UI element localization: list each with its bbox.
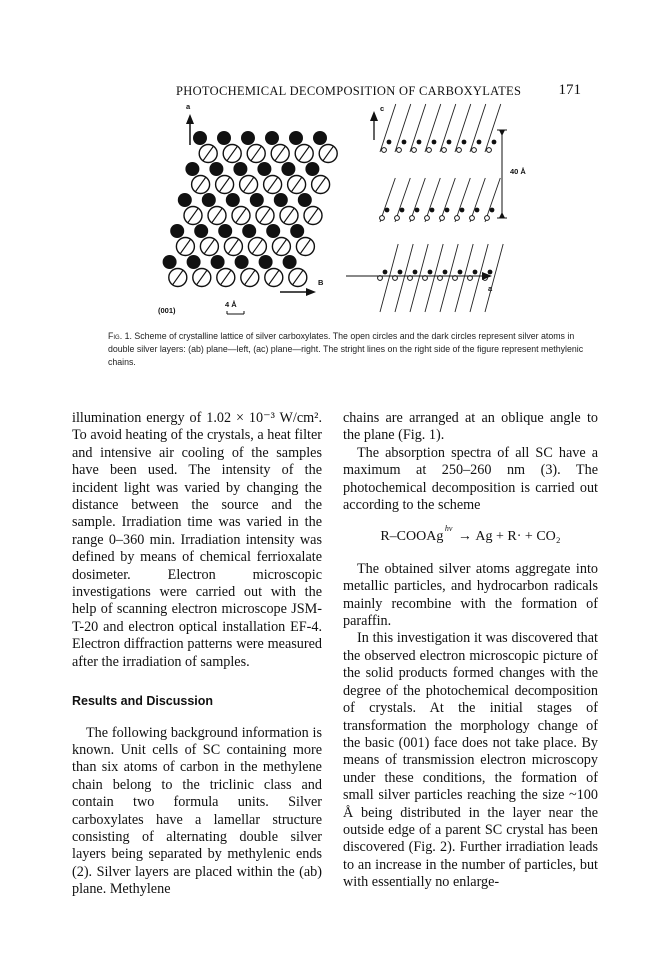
silver-atom-dark — [402, 140, 407, 145]
methylene-chain — [455, 104, 471, 152]
section-heading: Results and Discussion — [72, 694, 214, 709]
equation-reactant: R–COOAg — [380, 529, 444, 545]
silver-atom-dark — [490, 208, 495, 213]
silver-atom-dark — [194, 224, 208, 238]
paragraph: illumination energy of 1.02 × 10⁻³ W/cm². To avoid heating of the crystals, a heat filter and intensive air cooling of the samples have been used. The intensity of the incident light was varied by changing the distance between the source and the sample. Irradiation time was varied in the range 0–360 min. Irradiation intensity was defined by means of chemical ferrioxalate dosimeter. Electron microscopic investigations were carried out with the help of scanning electron microscope JSM-T-20 and electron optical installation EF-4. Electron diffraction patterns were measured after the irradiation of samples. — [72, 410, 322, 670]
silver-atom-dark — [432, 140, 437, 145]
ac-plane-lattice — [378, 104, 504, 312]
silver-atom-dark — [387, 140, 392, 145]
silver-atom-dark — [447, 140, 452, 145]
a-axis-label: a — [186, 102, 191, 111]
figure-caption — [108, 330, 592, 370]
methylene-chain — [425, 104, 441, 152]
paragraph: The absorption spectra of all SC have a maximum at 250–260 nm (3). The photochemical decomposition is carried out according to the scheme — [343, 444, 598, 514]
silver-atom-dark — [298, 193, 312, 207]
silver-atom-dark — [163, 255, 177, 269]
lattice-diagram — [130, 100, 550, 325]
silver-atom-dark — [218, 224, 232, 238]
page-number: 171 — [558, 82, 581, 98]
methylene-chain — [440, 104, 456, 152]
paragraph: The obtained silver atoms aggregate into metallic particles, and hydrocarbon radicals mainly recombine with the formation of paraffin. — [343, 560, 598, 630]
silver-atom-open — [485, 216, 490, 221]
silver-atom-dark — [383, 270, 388, 275]
running-title: PHOTOCHEMICAL DECOMPOSITION OF CARBOXYLATES — [176, 84, 522, 98]
methylene-chain — [485, 104, 501, 152]
face-label: (001) — [158, 306, 176, 315]
reaction-equation — [343, 524, 598, 546]
silver-atom-dark — [266, 224, 280, 238]
silver-atom-dark — [259, 255, 273, 269]
silver-atom-dark — [460, 208, 465, 213]
silver-atom-open — [397, 148, 402, 153]
silver-atom-dark — [250, 193, 264, 207]
silver-atom-open — [487, 148, 492, 153]
silver-atom-dark — [242, 224, 256, 238]
silver-atom-open — [412, 148, 417, 153]
caption-text: Scheme of crystalline lattice of silver carboxylates. The open circles and the dark circles represent silver atoms in double silver layers: (ab) plane—left, (ac) plane—right. The stright lines on the right side of the figure represent methylenic chains. — [108, 331, 584, 368]
silver-atom-dark — [385, 208, 390, 213]
methylene-chain — [410, 104, 426, 152]
silver-atom-dark — [492, 140, 497, 145]
silver-atom-dark — [193, 131, 207, 145]
methylene-chain — [470, 104, 486, 152]
silver-atom-open — [425, 216, 430, 221]
silver-atom-dark — [417, 140, 422, 145]
b-axis-arrowhead — [306, 288, 316, 296]
silver-atom-open — [382, 148, 387, 153]
silver-atom-dark — [257, 162, 271, 176]
silver-atom-open — [455, 216, 460, 221]
silver-atom-dark — [178, 193, 192, 207]
silver-atom-dark — [430, 208, 435, 213]
silver-atom-dark — [305, 162, 319, 176]
scale-label: 4 Å — [225, 300, 237, 309]
paragraph: In this investigation it was discovered that the observed electron microscopic picture of the solid products formed changes with the degree of the photochemical decomposition of crystals. At the initial stages of transformation the morphology change of the basic (001) face does not take place. By means of transmission electron microscopy under these conditions, the formation of small silver particles reaching the size ~100 Å being distributed in the layer near the outside edge of a parent SC crystal has been discovered (Fig. 2). Further irradiation leads to an increase in the number of particles, but with essentially no enlarge- — [343, 630, 598, 891]
silver-atom-dark — [475, 208, 480, 213]
b-axis-label: B — [318, 278, 324, 287]
figure-1 — [130, 100, 550, 325]
left-column — [72, 410, 322, 899]
silver-atom-dark — [185, 162, 199, 176]
a-axis-arrowhead — [186, 114, 194, 124]
silver-atom-dark — [289, 131, 303, 145]
paragraph: chains are arranged at an oblique angle to the plane (Fig. 1). — [343, 410, 598, 444]
silver-atom-dark — [202, 193, 216, 207]
silver-atom-dark — [290, 224, 304, 238]
ab-plane-lattice — [163, 131, 338, 287]
silver-atom-dark — [473, 270, 478, 275]
a-axis-label-right: a — [488, 284, 493, 293]
silver-atom-dark — [443, 270, 448, 275]
silver-atom-dark — [187, 255, 201, 269]
silver-atom-dark — [241, 131, 255, 145]
silver-atom-dark — [458, 270, 463, 275]
silver-atom-dark — [235, 255, 249, 269]
silver-atom-open — [395, 216, 400, 221]
silver-atom-dark — [233, 162, 247, 176]
right-column — [343, 410, 598, 892]
silver-atom-dark — [398, 270, 403, 275]
silver-atom-dark — [413, 270, 418, 275]
silver-atom-dark — [462, 140, 467, 145]
silver-atom-dark — [226, 193, 240, 207]
silver-atom-dark — [488, 270, 493, 275]
silver-atom-dark — [428, 270, 433, 275]
silver-atom-open — [380, 216, 385, 221]
silver-atom-dark — [283, 255, 297, 269]
c-axis-label: c — [380, 104, 385, 113]
silver-atom-dark — [170, 224, 184, 238]
equation-products: → Ag + R· + CO₂ — [457, 529, 561, 545]
silver-atom-dark — [265, 131, 279, 145]
silver-atom-open — [410, 216, 415, 221]
methylene-chain — [395, 104, 411, 152]
equation-hv: hν — [444, 524, 453, 534]
silver-atom-open — [472, 148, 477, 153]
silver-atom-open — [442, 148, 447, 153]
silver-atom-dark — [281, 162, 295, 176]
silver-atom-dark — [274, 193, 288, 207]
silver-atom-dark — [211, 255, 225, 269]
c-axis-arrowhead — [370, 111, 378, 121]
silver-atom-dark — [477, 140, 482, 145]
silver-atom-open — [457, 148, 462, 153]
silver-atom-dark — [445, 208, 450, 213]
silver-atom-open — [470, 216, 475, 221]
paragraph: The following background information is known. Unit cells of SC containing more than six atoms of carbon in the methylene chain belong to the triclinic class and contain two formula units. Silver carboxylates have a lamellar structure consisting of alternating double silver layers being separated by methylenic ends (2). Silver layers are placed within the (ab) plane. Methylene — [72, 724, 322, 898]
silver-atom-open — [440, 216, 445, 221]
silver-atom-dark — [209, 162, 223, 176]
caption-tag: Fig. 1. — [108, 331, 132, 341]
silver-atom-dark — [313, 131, 327, 145]
silver-atom-dark — [400, 208, 405, 213]
silver-atom-dark — [415, 208, 420, 213]
silver-atom-dark — [217, 131, 231, 145]
silver-atom-open — [427, 148, 432, 153]
spacing-label: 40 Å — [510, 167, 526, 176]
